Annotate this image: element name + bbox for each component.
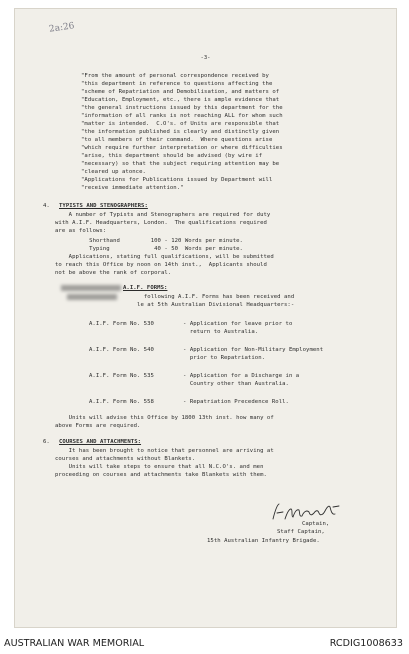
quote-line: "which require further interpretation or where difficulties xyxy=(81,145,283,151)
section-line: Typing 40 - 50 Words per minute. xyxy=(55,246,243,252)
section-line: Units will take steps to ensure that all N.C.O's. and men xyxy=(55,464,264,470)
section-line: le at 5th Australian Divisional Headquarters:- xyxy=(55,302,295,308)
section-line: Shorthand 100 - 120 Words per minute. xyxy=(55,238,243,244)
quote-line: "From the amount of personal correspondence received by xyxy=(81,73,269,79)
section-line: It has been brought to notice that personnel are arriving at xyxy=(55,448,274,454)
signatory-rank: Captain, xyxy=(302,521,330,527)
quote-line: "cleared up atonce. xyxy=(81,169,146,175)
quote-line: "the information published is clearly and distinctly given xyxy=(81,129,280,135)
section-line: with A.I.F. Headquarters, London. The qualifications required xyxy=(55,220,267,226)
footer-record-id: RCDIG1008633 xyxy=(329,638,403,649)
form-description: return to Australia. xyxy=(183,329,259,335)
section-number: 6. xyxy=(43,439,50,445)
form-description: Country other than Australia. xyxy=(183,381,289,387)
section-heading: TYPISTS AND STENOGRAPHERS: xyxy=(59,203,148,209)
section-heading: COURSES AND ATTACHMENTS: xyxy=(59,439,142,445)
form-description: - Application for Non-Military Employment xyxy=(183,347,324,353)
quote-line: "Education, Employment, etc., there is ample evidence that xyxy=(81,97,280,103)
section-line: to reach this Office by noon on 14th inst., Applicants should xyxy=(55,262,267,268)
section-line: A number of Typists and Stenographers are required for duty xyxy=(55,212,271,218)
section-line: are as follows: xyxy=(55,228,107,234)
quote-line: "the general instructions issued by this department for the xyxy=(81,105,283,111)
section-line: Units will advise this Office by 1800 13th inst. how many of xyxy=(55,415,274,421)
quote-line: "Applications for Publications issued by Department will xyxy=(81,177,273,183)
quote-line: "this department in reference to questions affecting the xyxy=(81,81,273,87)
section-line: above Forms are required. xyxy=(55,423,141,429)
quote-line: "necessary) so that the subject requiring attention may be xyxy=(81,161,280,167)
section-number: 4. xyxy=(43,203,50,209)
section-line: proceeding on courses and attachments take Blankets with them. xyxy=(55,472,267,478)
signatory-title: Staff Captain, xyxy=(277,529,325,535)
form-number: A.I.F. Form No. 535 xyxy=(89,373,154,379)
section-heading: A.I.F. FORMS: xyxy=(123,285,168,291)
signatory-unit: 15th Australian Infantry Brigade. xyxy=(207,538,320,544)
section-line: following A.I.F. Forms has been received and xyxy=(55,294,295,300)
handwritten-signature xyxy=(269,501,344,523)
form-number: A.I.F. Form No. 558 xyxy=(89,399,154,405)
document-page xyxy=(14,8,397,628)
quote-line: "information of all ranks is not reaching ALL for whom such xyxy=(81,113,283,119)
footer-archive-name: AUSTRALIAN WAR MEMORIAL xyxy=(4,638,145,649)
section-line: not be above the rank of corporal. xyxy=(55,270,172,276)
quote-line: "matter is intended. C.O's. of Units are responsible that xyxy=(81,121,280,127)
pencil-note: 2a:26 xyxy=(48,21,76,35)
form-description: prior to Repatriation. xyxy=(183,355,266,361)
page-marker: -3- xyxy=(200,55,211,61)
quote-line: "receive immediate attention." xyxy=(81,185,184,191)
form-description: - Application for leave prior to xyxy=(183,321,293,327)
form-description: - Application for a Discharge in a xyxy=(183,373,300,379)
section-line: courses and attachments without Blankets. xyxy=(55,456,196,462)
section-line: Applications, stating full qualifications, will be submitted xyxy=(55,254,274,260)
quote-line: "arise, this department should be advised (by wire if xyxy=(81,153,263,159)
form-number: A.I.F. Form No. 540 xyxy=(89,347,154,353)
quote-line: "to all members of their command. Where questions arise xyxy=(81,137,273,143)
form-number: A.I.F. Form No. 530 xyxy=(89,321,154,327)
quote-line: "scheme of Repatriation and Demobilisation, and matters of xyxy=(81,89,280,95)
form-description: - Repatriation Precedence Roll. xyxy=(183,399,289,405)
ink-smudge xyxy=(61,285,121,291)
